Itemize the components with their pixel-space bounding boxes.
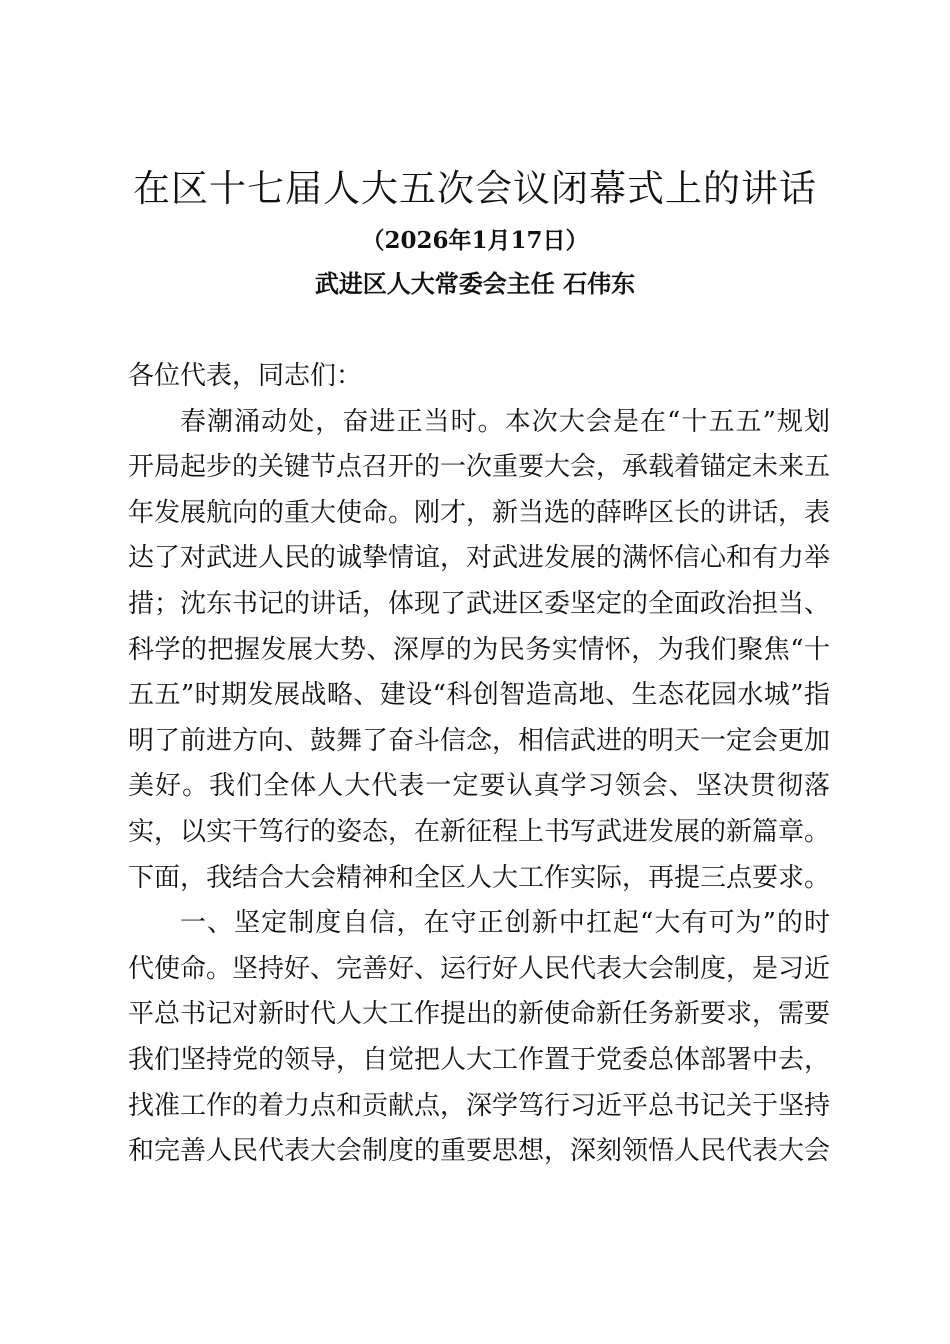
greeting: 各位代表，同志们： xyxy=(128,361,363,391)
speech-date: （2026年1月17日） xyxy=(361,227,589,254)
paragraph-2: 一、坚定制度自信，在守正创新中扛起“大有可为”的时代使命。坚持好、完善好、运行好人民代表大会制度，是习近平总书记对新时代人大工作提出的新使命新任务新要求，需要我们坚持党的领导，自觉把人大工作置于党委总体部署中去，找准工作的着力点和贡献点，深学笃行习近平总书记关于坚持和完善人民代表大会制度的重要思想，深刻领悟人民代表大会 xyxy=(128,908,831,1167)
speaker-line: 武进区人大常委会主任 石伟东 xyxy=(314,269,636,298)
paragraph-1: 春潮涌动处，奋进正当时。本次大会是在“十五五”规划开局起步的关键节点召开的一次重要大会，承载着锚定未来五年发展航向的重大使命。刚才，新当选的薛晔区长的讲话，表达了对武进人民的诚挚情谊，对武进发展的满怀信心和有力举措；沈东书记的讲话，体现了武进区委坚定的全面政治担当、科学的把握发展大势、深厚的为民务实情怀，为我们聚焦“十五五”时期发展战略、建设“科创智造高地、生态花园水城”指明了前进方向、鼓舞了奋斗信念，相信武进的明天一定会更加美好。我们全体人大代表一定要认真学习领会、坚决贯彻落实，以实干笃行的姿态，在新征程上书写武进发展的新篇章。下面，我结合大会精神和全区人大工作实际，再提三点要求。 xyxy=(128,406,831,893)
speech-body xyxy=(128,354,830,1175)
document-title: 在区十七届人大五次会议闭幕式上的讲话 xyxy=(133,167,817,210)
